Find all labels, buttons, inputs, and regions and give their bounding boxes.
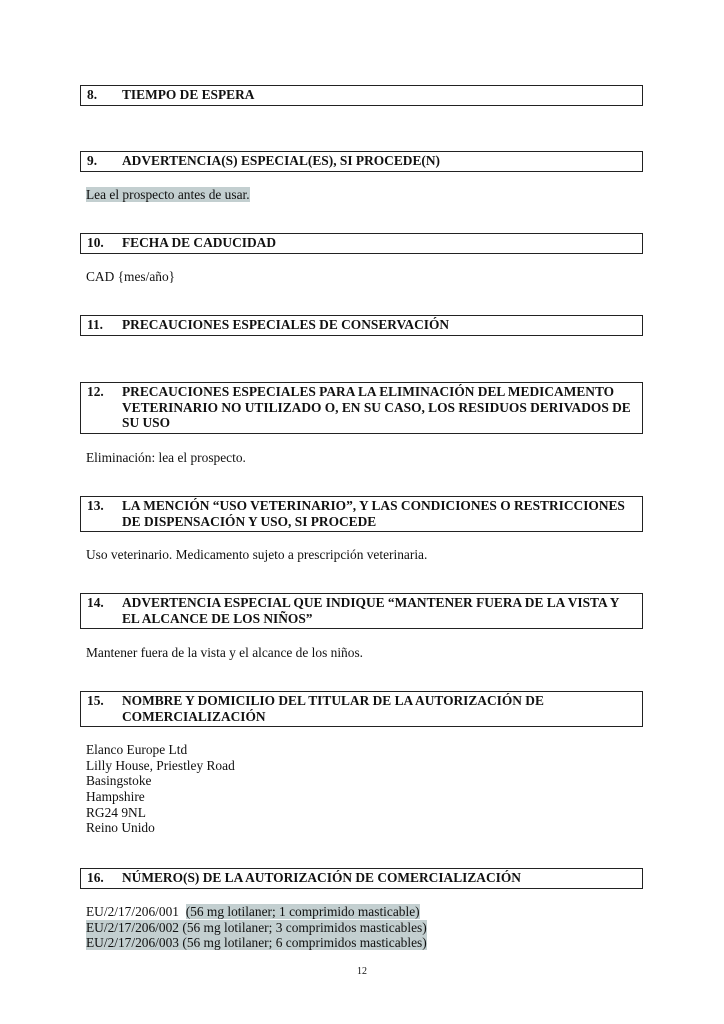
section-title: PRECAUCIONES ESPECIALES PARA LA ELIMINACIÓN DEL MEDICAMENTO VETERINARIO NO UTILIZADO O, EN SU CASO, LOS RESIDUOS DERIVADOS DE SU USO [122, 384, 631, 430]
section-number: 15. [87, 693, 104, 708]
section-12-header [80, 382, 643, 434]
section-10-text: CAD {mes/año} [86, 269, 176, 284]
section-12-text: Eliminación: lea el prospecto. [86, 450, 246, 465]
section-13-header [80, 496, 643, 532]
section-title: ADVERTENCIA(S) ESPECIAL(ES), SI PROCEDE(N) [122, 153, 440, 168]
section-8-header [80, 85, 643, 106]
authorisation-row [86, 904, 427, 920]
section-number: 14. [87, 595, 104, 610]
authorisation-detail: (56 mg lotilaner; 1 comprimido masticable) [185, 904, 420, 919]
section-9-header [80, 151, 643, 172]
section-9-text [86, 187, 250, 203]
authorisation-code: EU/2/17/206/002 [86, 919, 179, 935]
authorisation-row [86, 920, 427, 936]
authorisation-list [86, 904, 427, 951]
address-line: Basingstoke [86, 773, 152, 789]
section-title: TIEMPO DE ESPERA [122, 87, 255, 102]
authorisation-code: EU/2/17/206/001 [86, 904, 179, 919]
section-title: LA MENCIÓN “USO VETERINARIO”, Y LAS CONDICIONES O RESTRICCIONES DE DISPENSACIÓN Y USO, SI PROCEDE [122, 498, 625, 529]
section-16-header [80, 868, 643, 889]
section-number: 11. [87, 317, 103, 332]
section-10-header [80, 233, 643, 254]
section-number: 16. [87, 870, 104, 885]
section-title: FECHA DE CADUCIDAD [122, 235, 276, 250]
section-number: 9. [87, 153, 98, 168]
holder-address [86, 742, 235, 836]
section-13-text: Uso veterinario. Medicamento sujeto a prescripción veterinaria. [86, 547, 428, 562]
authorisation-row [86, 935, 427, 951]
section-14-header [80, 593, 643, 629]
page-number: 12 [357, 966, 367, 977]
section-11-header [80, 315, 643, 336]
address-line: Reino Unido [86, 820, 155, 836]
section-title: PRECAUCIONES ESPECIALES DE CONSERVACIÓN [122, 317, 450, 332]
address-line: Lilly House, Priestley Road [86, 757, 235, 773]
section-14-text: Mantener fuera de la vista y el alcance de los niños. [86, 645, 363, 660]
address-line: Hampshire [86, 789, 145, 805]
section-number: 8. [87, 87, 98, 102]
authorisation-detail: (56 mg lotilaner; 6 comprimidos masticables) [182, 935, 427, 951]
section-number: 12. [87, 384, 104, 399]
section-15-header [80, 691, 643, 727]
authorisation-detail: (56 mg lotilaner; 3 comprimidos masticables) [182, 919, 427, 935]
authorisation-code: EU/2/17/206/003 [86, 935, 179, 951]
section-title: NÚMERO(S) DE LA AUTORIZACIÓN DE COMERCIALIZACIÓN [122, 870, 521, 885]
section-title: NOMBRE Y DOMICILIO DEL TITULAR DE LA AUTORIZACIÓN DE COMERCIALIZACIÓN [122, 693, 544, 724]
address-line: Elanco Europe Ltd [86, 742, 188, 757]
address-line: RG24 9NL [86, 804, 146, 820]
highlighted-text: Lea el prospecto antes de usar. [86, 187, 250, 202]
section-title: ADVERTENCIA ESPECIAL QUE INDIQUE “MANTENER FUERA DE LA VISTA Y EL ALCANCE DE LOS NIÑOS” [122, 595, 619, 626]
section-number: 10. [87, 235, 104, 250]
section-number: 13. [87, 498, 104, 513]
